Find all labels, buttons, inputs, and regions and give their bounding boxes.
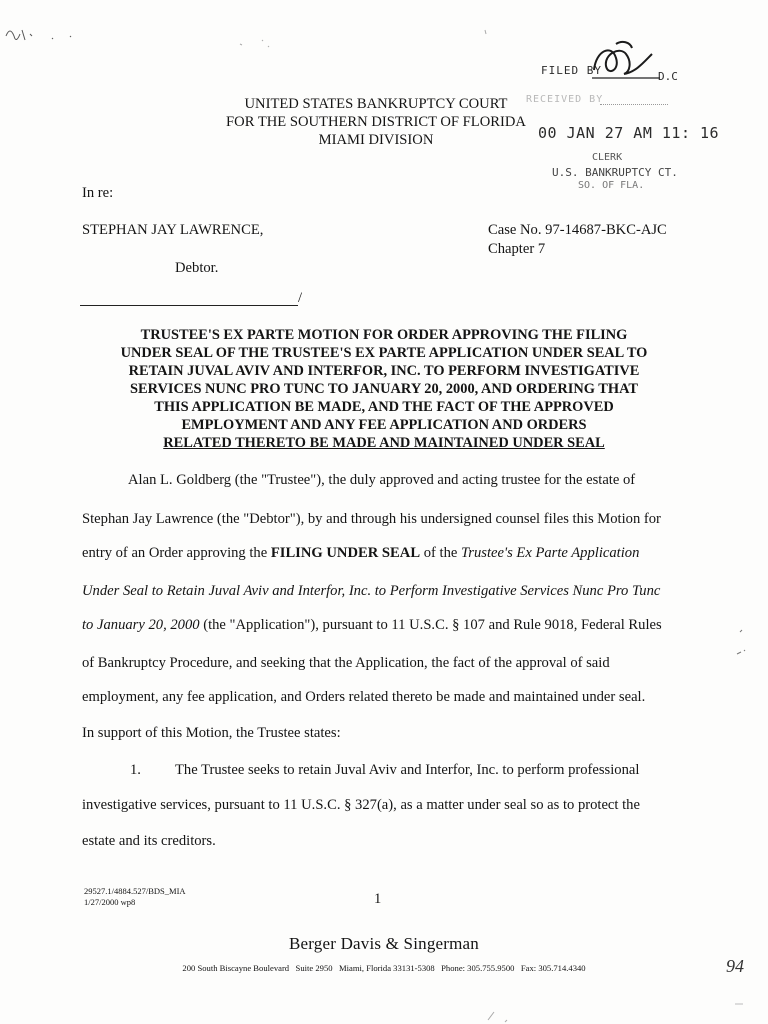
court-district: FOR THE SOUTHERN DISTRICT OF FLORIDA [226,114,526,130]
caption-rule [80,305,298,306]
body-text: of the [420,545,461,561]
body-line: estate and its creditors. [82,833,216,849]
motion-title-line: UNDER SEAL OF THE TRUSTEE'S EX PARTE APPLICATION UNDER SEAL TO [120,345,648,361]
body-text: entry of an Order approving the [82,545,271,561]
document-id: 29527.1/4884.527/BDS_MIA [84,886,186,896]
received-by-line [600,104,668,105]
body-text: (the "Application"), pursuant to 11 U.S.C. § 107 and Rule 9018, Federal Rules [199,617,662,633]
application-title-italic: Under Seal to Retain Juval Aviv and Interfor, Inc. to Perform Investigative Services Nunc Pro Tunc [82,583,661,599]
caption-slash: / [298,290,303,306]
motion-title-line: RELATED THERETO BE MADE AND MAINTAINED UNDER SEAL [163,435,605,451]
filing-signature [586,40,666,84]
debtor-label: Debtor. [175,260,219,276]
handwritten-margin-mark: 94 [726,956,744,976]
in-re-label: In re: [82,185,114,201]
body-line: In support of this Motion, the Trustee states: [82,725,341,741]
clerk-stamp-line3: SO. OF FLA. [578,180,645,191]
motion-title-line: EMPLOYMENT AND ANY FEE APPLICATION AND ORDERS [181,417,587,433]
body-line-mixed [82,545,639,562]
firm-name: Berger Davis & Singerman [288,934,480,953]
firm-address: 200 South Biscayne Boulevard Suite 2950 Miami, Florida 33131-5308 Phone: 305.755.9500 Fax: 305.714.4340 [182,963,586,973]
body-line: of Bankruptcy Procedure, and seeking that the Application, the fact of the approval of said [82,655,610,671]
body-line: Stephan Jay Lawrence (the "Debtor"), by and through his undersigned counsel files this Motion for [82,511,661,527]
body-line: Alan L. Goldberg (the "Trustee"), the duly approved and acting trustee for the estate of [128,472,636,488]
chapter-number: Chapter 7 [488,241,546,257]
body-line: employment, any fee application, and Orders related thereto be made and maintained under seal. [82,689,646,705]
clerk-stamp-line2: U.S. BANKRUPTCY CT. [552,166,678,179]
court-division: MIAMI DIVISION [318,132,434,148]
court-name: UNITED STATES BANKRUPTCY COURT [244,96,508,112]
filed-by-label: FILED BY [541,64,602,77]
page-number: 1 [374,891,382,907]
filing-under-seal-emphasis: FILING UNDER SEAL [270,545,421,561]
filed-by-suffix: D.C [658,70,678,83]
received-by-stamp: RECEIVED BY [526,94,604,105]
motion-title-line: THIS APPLICATION BE MADE, AND THE FACT OF THE APPROVED [154,399,614,415]
paragraph-number: 1. [130,762,141,778]
document-date: 1/27/2000 wp8 [84,897,136,907]
body-line-mixed [82,617,662,634]
body-line: investigative services, pursuant to 11 U.S.C. § 327(a), as a matter under seal so as to protect the [82,797,640,813]
case-number: Case No. 97-14687-BKC-AJC [488,222,667,238]
clerk-stamp-line1: CLERK [592,152,623,163]
filed-date-stamp: 00 JAN 27 AM 11: 16 [538,124,720,142]
motion-title-line: SERVICES NUNC PRO TUNC TO JANUARY 20, 2000, AND ORDERING THAT [129,381,639,397]
debtor-name: STEPHAN JAY LAWRENCE, [82,222,264,238]
application-title-italic: Trustee's Ex Parte Application [461,545,640,561]
motion-title-line: TRUSTEE'S EX PARTE MOTION FOR ORDER APPROVING THE FILING [140,327,628,343]
motion-title-line: RETAIN JUVAL AVIV AND INTERFOR, INC. TO PERFORM INVESTIGATIVE [128,363,640,379]
body-line: The Trustee seeks to retain Juval Aviv and Interfor, Inc. to perform professional [175,762,640,778]
application-title-italic: to January 20, 2000 [82,617,200,633]
